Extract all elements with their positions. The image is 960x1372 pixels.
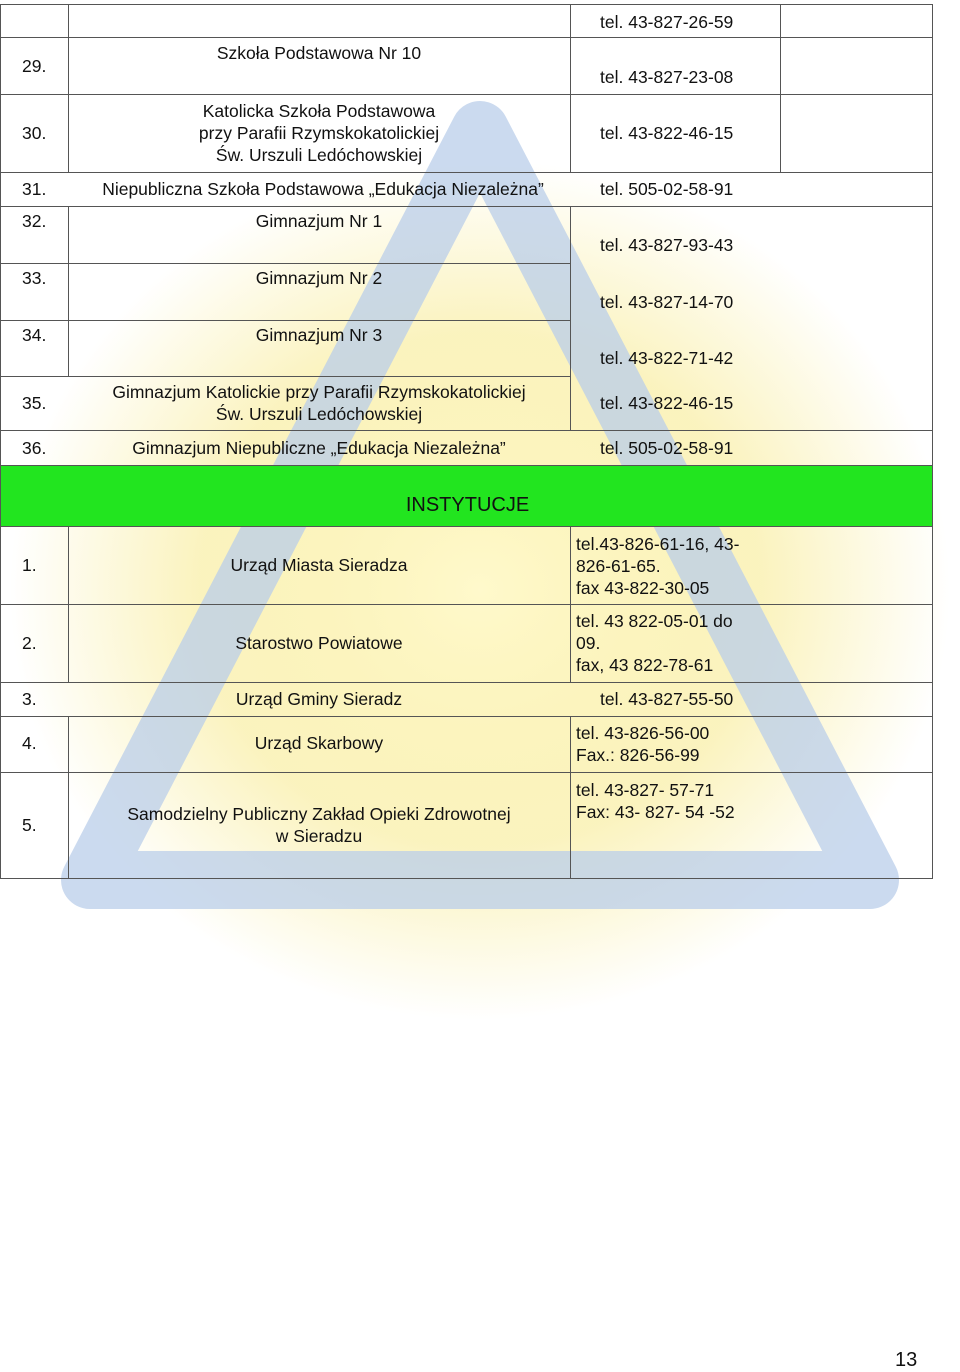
school-name: Niepubliczna Szkoła Podstawowa „Edukacja Niezależna”	[102, 179, 544, 199]
row-number: 35.	[22, 393, 47, 413]
school-name: Gimnazjum Katolickie przy Parafii Rzymskokatolickiej Św. Urszuli Ledóchowskiej	[112, 382, 526, 424]
row-number: 2.	[22, 633, 37, 653]
grid-line	[68, 4, 69, 172]
grid-line	[780, 4, 781, 172]
phone-cell: tel. 43-827- 57-71 Fax: 43- 827- 54 -52	[576, 780, 735, 822]
phone-cell: tel. 505-02-58-91	[600, 179, 734, 199]
institution-name: Urząd Skarbowy	[254, 733, 384, 753]
institution-name: Urząd Gminy Sieradz	[235, 689, 403, 709]
row-number: 34.	[22, 325, 47, 345]
grid-line	[0, 4, 933, 5]
row-number: 33.	[22, 267, 47, 288]
phone-cell: tel. 505-02-58-91	[600, 437, 734, 458]
school-name: Szkoła Podstawowa Nr 10	[216, 42, 422, 63]
grid-line	[0, 320, 570, 321]
school-name: Katolicka Szkoła Podstawowa przy Parafii Rzymskokatolickiej Św. Urszuli Ledóchowskiej	[198, 100, 440, 165]
grid-line	[0, 878, 933, 879]
phone-cell: tel. 43-827-55-50	[600, 689, 734, 709]
school-name: Gimnazjum Nr 2	[255, 267, 383, 288]
grid-line	[0, 604, 933, 605]
grid-line	[570, 94, 933, 95]
phone-cell: tel. 43-822-46-15	[600, 123, 734, 143]
grid-line	[0, 376, 570, 377]
grid-line	[570, 206, 571, 430]
phone-cell: tel. 43-822-71-42	[600, 348, 734, 368]
row-number: 29.	[22, 55, 47, 76]
row-number: 3.	[22, 689, 37, 709]
school-name: Gimnazjum Niepubliczne „Edukacja Niezależna”	[132, 437, 506, 458]
institution-name: Starostwo Powiatowe	[235, 633, 403, 653]
grid-line	[0, 37, 933, 38]
page-number: 13	[895, 1349, 918, 1371]
institution-name: Samodzielny Publiczny Zakład Opieki Zdrowotnej w Sieradzu	[127, 804, 511, 846]
grid-line	[0, 526, 933, 527]
row-number: 31.	[22, 179, 47, 199]
row-number: 4.	[22, 733, 37, 753]
grid-line	[0, 682, 933, 683]
grid-line	[0, 430, 933, 431]
row-number: 32.	[22, 210, 47, 231]
row-number: 5.	[22, 815, 37, 835]
institution-name: Urząd Miasta Sieradza	[230, 555, 408, 575]
school-name: Gimnazjum Nr 1	[255, 210, 383, 231]
grid-line	[570, 4, 571, 172]
grid-line	[570, 716, 571, 878]
phone-cell: tel. 43 822-05-01 do 09. fax, 43 822-78-61	[576, 611, 733, 675]
grid-line	[0, 94, 570, 95]
grid-line	[0, 716, 933, 717]
institutions-title: INSTYTUCJE	[405, 494, 530, 516]
phone-cell: tel. 43-822-46-15	[600, 393, 734, 413]
row-number: 30.	[22, 122, 47, 143]
phone-cell: tel. 43-827-26-59	[600, 11, 734, 32]
grid-line	[68, 206, 69, 376]
phone-cell: tel. 43-826-56-00 Fax.: 826-56-99	[576, 723, 710, 765]
grid-line	[0, 206, 933, 207]
grid-line	[0, 465, 933, 466]
school-name: Gimnazjum Nr 3	[255, 325, 383, 345]
grid-line	[0, 172, 933, 173]
phone-cell: tel.43-826-61-16, 43- 826-61-65. fax 43-822-30-05	[576, 534, 740, 598]
row-number: 1.	[22, 555, 37, 575]
grid-line	[0, 4, 1, 878]
phone-cell: tel. 43-827-14-70	[600, 292, 734, 312]
grid-line	[0, 772, 933, 773]
phone-cell: tel. 43-827-93-43	[600, 235, 734, 255]
row-number: 36.	[22, 437, 47, 458]
grid-line	[68, 716, 69, 878]
grid-line	[0, 263, 570, 264]
grid-line	[932, 4, 933, 878]
phone-cell: tel. 43-827-23-08	[600, 67, 734, 87]
